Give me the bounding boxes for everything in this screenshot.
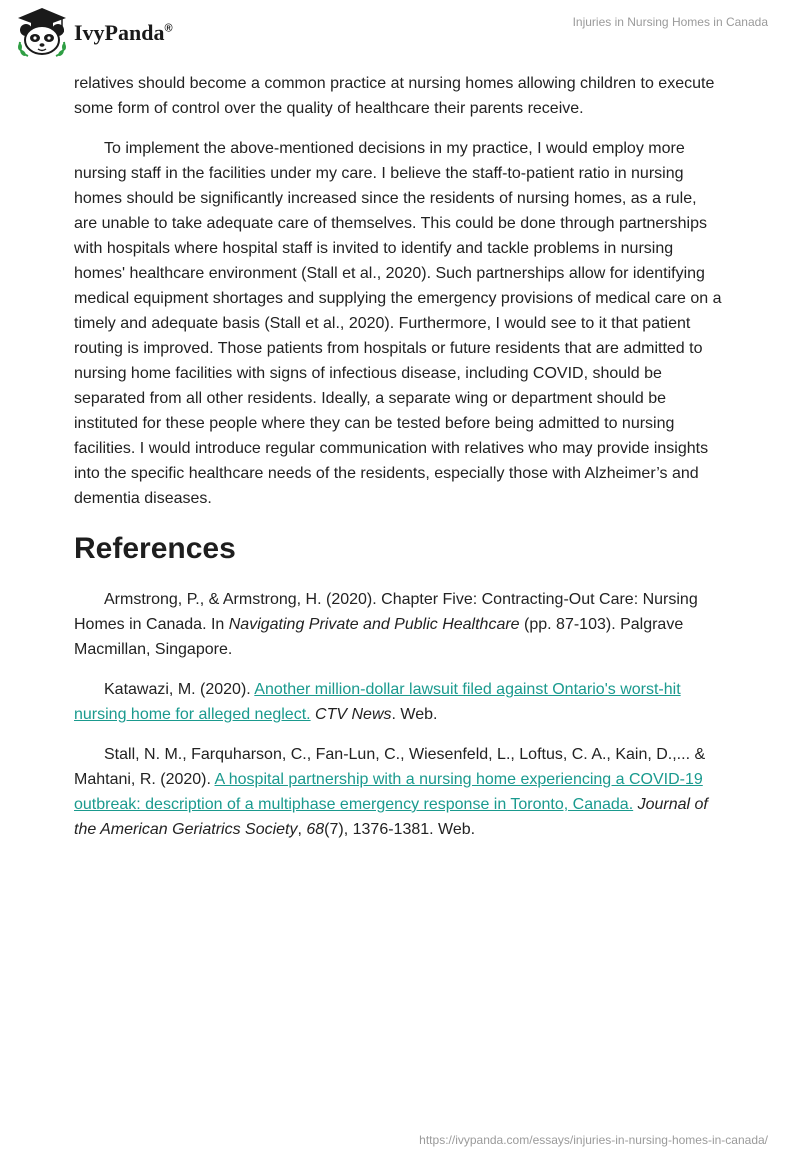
- paragraph-continuation: relatives should become a common practice at nursing homes allowing children to execute some form of control over the quality of healthcare their parents receive.: [74, 75, 715, 117]
- reference-katawazi: [74, 677, 724, 727]
- reference-journal: Journal of the American Geriatrics Society: [74, 796, 708, 838]
- document-title: Injuries in Nursing Homes in Canada: [572, 15, 768, 29]
- reference-text: . Web.: [391, 706, 438, 723]
- reference-text: Stall, N. M., Farquharson, C., Fan-Lun, C., Wiesenfeld, L., Loftus, C. A., Kain, D.,... & Mahtani, R. (2020).: [74, 746, 706, 788]
- reference-volume: 68: [306, 821, 325, 838]
- registered-mark: ®: [164, 22, 173, 35]
- reference-link-ctv[interactable]: Another million-dollar lawsuit filed against Ontario's worst-hit nursing home for alleged neglect.: [74, 681, 681, 723]
- essay-content: [74, 71, 724, 857]
- logo-wordmark: IvyPanda®: [74, 20, 173, 45]
- reference-text: (pp. 87-103). Palgrave Macmillan, Singapore.: [74, 616, 684, 658]
- page-header: [0, 0, 800, 64]
- reference-separator: ,: [297, 821, 307, 838]
- footer-url: https://ivypanda.com/essays/injuries-in-nursing-homes-in-canada/: [419, 1133, 768, 1147]
- reference-stall: [74, 742, 724, 842]
- references-heading: References: [74, 532, 236, 565]
- reference-book-title: Navigating Private and Public Healthcare: [228, 616, 520, 633]
- reference-text: Armstrong, P., & Armstrong, H. (2020). Chapter Five: Contracting-Out Care: Nursing Homes in Canada. In: [74, 591, 698, 633]
- paragraph-implementation: To implement the above-mentioned decisions in my practice, I would employ more nursing staff in the facilities under my care. I believe the staff-to-patient ratio in nursing homes should be significantly increased since the residents of nursing homes, as a rule, are unable to take adequate care of themselves. This could be done through partnerships with hospitals where hospital staff is invited to identify and tackle problems in nursing homes' healthcare environment (Stall et al., 2020). Such partnerships allow for identifying medical equipment shortages and supplying the emergency provisions of medical care on a timely and adequate basis (Stall et al., 2020). Furthermore, I would see to it that patient routing is improved. Those patients from hospitals or future residents that are admitted to nursing home facilities with signs of infectious disease, including COVID, should be separated from all other residents. Ideally, a separate wing or department should be instituted for these people where they can be tested before being admitted to nursing facilities. I would introduce regular communication with relatives who may provide insights into the specific healthcare needs of the residents, especially those with Alzheimer’s and dementia diseases.: [74, 140, 722, 507]
- reference-text: (7), 1376-1381. Web.: [324, 821, 476, 838]
- panda-logo-icon: [14, 6, 70, 58]
- reference-armstrong: [74, 587, 724, 662]
- reference-text: Katawazi, M. (2020).: [104, 681, 255, 698]
- ivypanda-logo[interactable]: [14, 6, 173, 58]
- reference-source: CTV News: [315, 706, 392, 723]
- reference-link-jags[interactable]: A hospital partnership with a nursing home experiencing a COVID-19 outbreak: description of a multiphase emergency response in Toronto, Canada.: [74, 771, 703, 813]
